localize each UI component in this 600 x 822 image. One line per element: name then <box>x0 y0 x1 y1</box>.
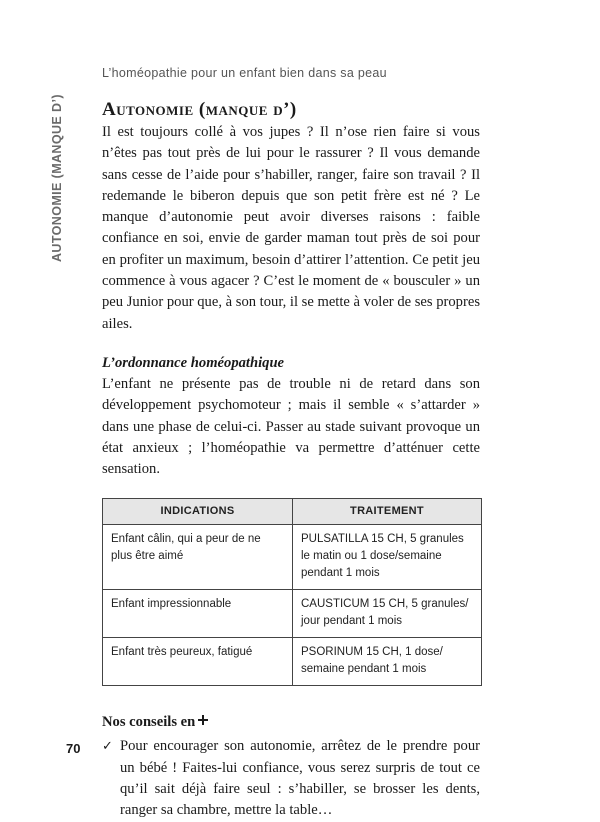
header-indications: INDICATIONS <box>103 499 293 525</box>
side-tab-label: AUTONOMIE (MANQUE D’) <box>50 94 64 262</box>
treatment-cell: CAUSTICUM 15 CH, 5 granules/ jour pendant 1 mois <box>293 590 482 638</box>
prescription-paragraph: L’enfant ne présente pas de trouble ni de retard dans son développement psychomoteur ; mais il semble « s’attarder » dans une phase de celui-ci. Passer au stade suivant provoque un état anxieux ; l’homéopathie va permettre d’atténuer cette sensation. <box>102 375 480 478</box>
plus-icon <box>198 715 208 725</box>
running-head: L’homéopathie pour un enfant bien dans sa peau <box>102 66 387 80</box>
section-title: Autonomie (manque d’) <box>102 99 297 120</box>
page-content <box>102 98 480 822</box>
page-number: 70 <box>66 741 81 756</box>
advice-heading-label: Nos conseils en <box>102 714 196 731</box>
indication-cell: Enfant très peureux, fatigué <box>103 638 293 686</box>
indication-cell: Enfant impressionnable <box>103 590 293 638</box>
prescription-heading: L’ordonnance homéopathique <box>102 354 285 371</box>
table-row <box>103 525 482 590</box>
intro-paragraph: Il est toujours collé à vos jupes ? Il n’ose rien faire si vous n’êtes pas tout près de lui pour le rassurer ? Il vous demande sans cesse de l’aide pour s’habiller, ranger, faire son travail ? Il redemande le biberon depuis que son petit frère est né ? Le manque d’autonomie peut avoir diverses raisons : faible confiance en soi, envie de garder maman tout près de soi pour en profiter un maximum, besoin d’attirer l’attention. Ce petit jeu commence à vous agacer ? C’est le moment de « bousculer » un peu Junior pour que, à son tour, il se mette à voler de ses propres ailes. <box>102 124 480 332</box>
treatment-cell: PSORINUM 15 CH, 1 dose/ semaine pendant 1 mois <box>293 638 482 686</box>
table-header-row <box>103 499 482 525</box>
remedies-table <box>102 498 482 686</box>
table-row <box>103 590 482 638</box>
table-row <box>103 638 482 686</box>
check-icon: ✓ <box>102 739 113 755</box>
list-item <box>102 736 480 821</box>
advice-list <box>102 736 480 821</box>
advice-text: Pour encourager son autonomie, arrêtez de le prendre pour un bébé ! Faites-lui confiance, vous serez surpris de tout ce qu’il sait déjà faire seul : s’habiller, se brosser les dents, ranger sa chambre, mettre la table… <box>120 738 480 819</box>
indication-cell: Enfant câlin, qui a peur de ne plus être aimé <box>103 525 293 590</box>
treatment-cell: PULSATILLA 15 CH, 5 granules le matin ou 1 dose/semaine pendant 1 mois <box>293 525 482 590</box>
header-traitement: TRAITEMENT <box>293 499 482 525</box>
advice-heading <box>102 712 480 732</box>
